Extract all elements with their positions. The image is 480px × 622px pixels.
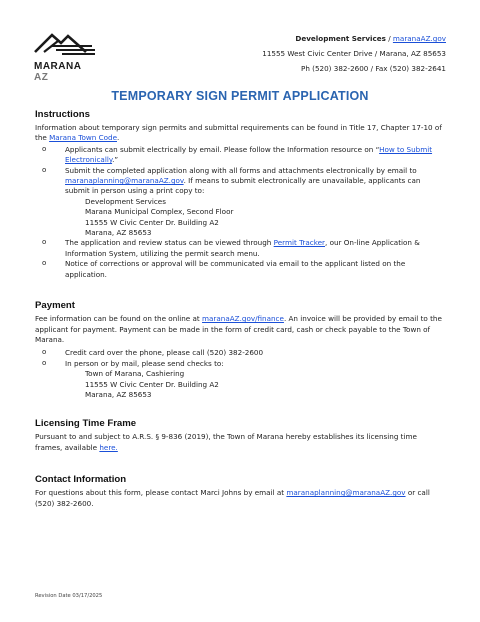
- section-contact: [35, 474, 446, 509]
- website-link[interactable]: maranaAZ.gov: [392, 34, 446, 43]
- section-licensing: [35, 418, 446, 453]
- instructions-heading: Instructions: [35, 109, 90, 120]
- dept-label: Development Services: [295, 34, 386, 43]
- finance-link[interactable]: maranaAZ.gov/finance: [202, 314, 284, 324]
- section-payment: [35, 300, 446, 400]
- address-line: 11555 W Civic Center Dr. Building A2: [85, 217, 219, 227]
- revision-date: Revision Date 03/17/2025: [35, 593, 103, 599]
- licensing-text: Pursuant to and subject to A.R.S. § 9-836 (2019), the Town of Marana hereby establishes its licensing time frames, available here.: [35, 432, 417, 452]
- section-instructions: [35, 109, 446, 280]
- address-line: Development Services: [85, 196, 166, 206]
- list-item: o In person or by mail, please send checks to: Town of Marana, Cashiering 11555 W Civic Center Dr. Building A2 Marana, AZ 85653: [35, 359, 446, 401]
- permit-tracker-link[interactable]: Permit Tracker: [273, 238, 325, 248]
- marana-logo: [34, 30, 98, 83]
- address-line: Marana, AZ 85653: [85, 389, 152, 399]
- licensing-heading: Licensing Time Frame: [35, 418, 137, 430]
- logo-suffix: AZ: [34, 72, 49, 83]
- list-item: o The application and review status can be viewed through Permit Tracker, our On-line Application & Information System, utilizing the permit search menu.: [35, 238, 446, 259]
- list-item: o Applicants can submit electrically by email. Please follow the Information resource on “How to Submit Electronically.”: [35, 145, 446, 166]
- how-to-submit-link[interactable]: How to Submit Electronically: [65, 144, 433, 165]
- address-line: Town of Marana, Cashiering: [85, 369, 185, 379]
- payment-heading: Payment: [35, 300, 75, 312]
- list-item: o Credit card over the phone, please call (520) 382-2600: [35, 348, 446, 358]
- dept-separator: /: [385, 34, 393, 43]
- address-line: Marana, AZ 85653: [85, 228, 152, 238]
- instructions-list: [35, 145, 446, 280]
- list-item: o Notice of corrections or approval will be communicated via email to the applicant listed on the application.: [35, 259, 446, 280]
- logo-name: MARANA: [34, 61, 82, 72]
- page-title: TEMPORARY SIGN PERMIT APPLICATION: [111, 89, 369, 103]
- contact-heading: Contact Information: [35, 474, 127, 486]
- planning-email-link[interactable]: maranaplanning@maranaAZ.gov: [65, 176, 184, 186]
- logo-wordmark: [34, 61, 98, 83]
- submission-address: [65, 197, 446, 239]
- address-line: Marana Municipal Complex, Second Floor: [85, 207, 234, 217]
- header-address: 11555 West Civic Center Drive / Marana, AZ 85653: [262, 49, 446, 58]
- licensing-here-link[interactable]: here.: [99, 442, 118, 452]
- contact-email-link[interactable]: maranaplanning@maranaAZ.gov: [286, 488, 406, 498]
- dept-line: [262, 31, 446, 46]
- address-line: 11555 W Civic Center Dr. Building A2: [85, 379, 219, 389]
- town-code-link[interactable]: Marana Town Code: [49, 133, 117, 143]
- list-item: o Submit the completed application along with all forms and attachments electronically by email to maranaplanning@maranaAZ.gov. If means to submit electronically are unavailable, applicants can submit in person using a print copy to: Development Services Marana Municipal Complex, Second Floor 11555 W Civic Center Dr. Building A2 Marana, AZ 85653: [35, 166, 446, 239]
- cashiering-address: [65, 369, 446, 400]
- instructions-intro: Information about temporary sign permits and submittal requirements can be found in Title 17, Chapter 17-10 of the Marana Town Code.: [35, 123, 442, 143]
- payment-list: [35, 348, 446, 400]
- header-phone: Ph (520) 382-2600 / Fax (520) 382-2641: [300, 64, 446, 73]
- document-body: [35, 109, 446, 509]
- mountain-logo-icon: [34, 30, 96, 60]
- header-contact: [262, 31, 446, 76]
- payment-text: Fee information can be found on the online at maranaAZ.gov/finance. An invoice will be provided by email to the applicant for payment. Payment can be made in the form of credit card, cash or check payable to the Town of Marana.: [35, 314, 442, 344]
- contact-text: For questions about this form, please contact Marci Johns by email at maranaplanning@maranaAZ.gov or call (520) 382-2600.: [35, 488, 430, 508]
